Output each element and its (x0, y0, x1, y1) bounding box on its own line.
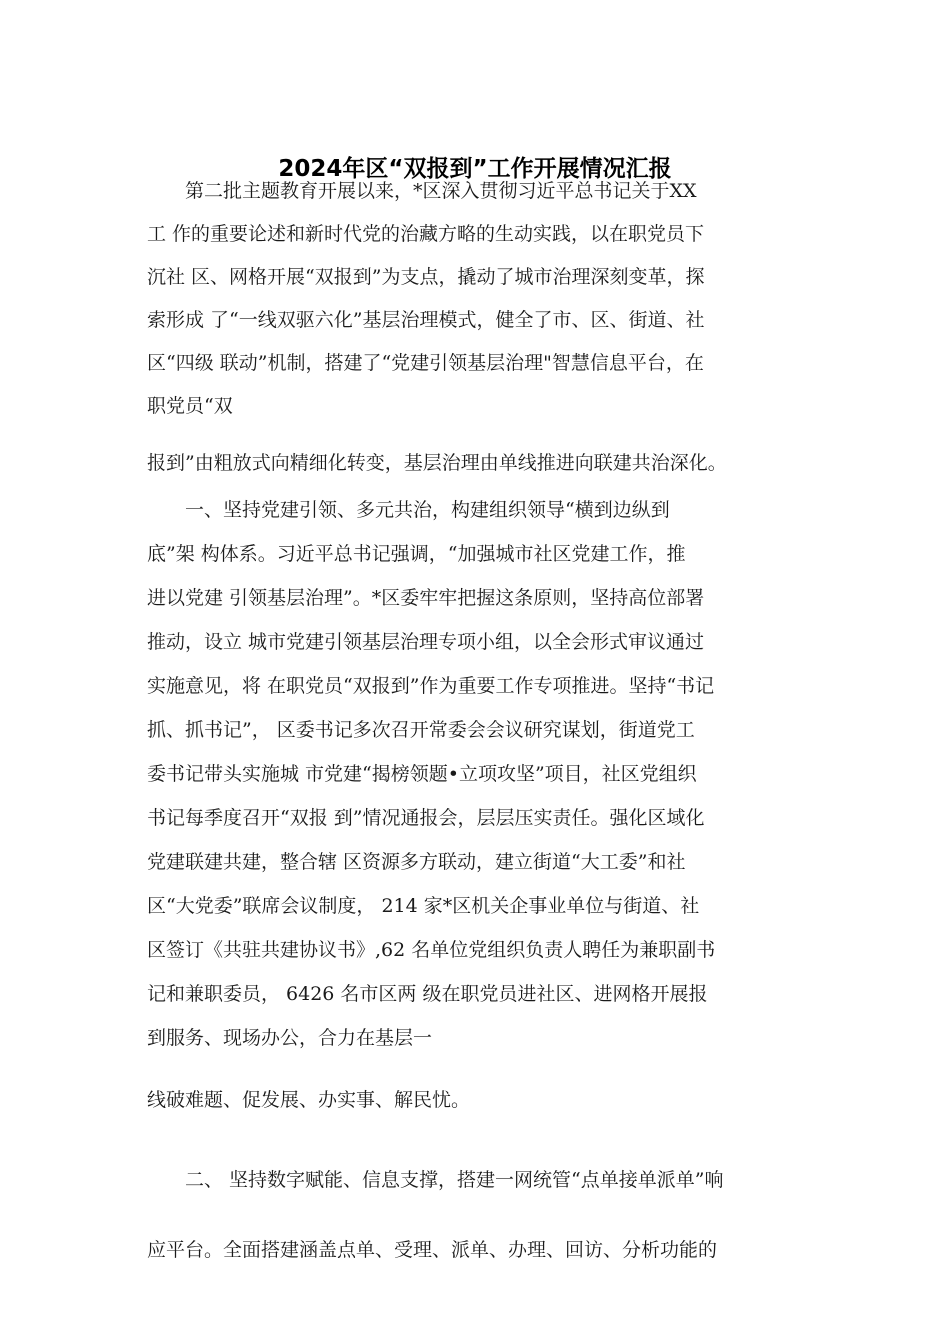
paragraph-line: 报到”由粗放式向精细化转变，基层治理由单线推进向联建共治深化。 (147, 452, 727, 474)
paragraph-line: 推动，设立 城市党建引领基层治理专项小组，以全会形式审议通过 (147, 631, 705, 653)
paragraph-line: 工 作的重要论述和新时代党的治藏方略的生动实践，以在职党员下 (147, 223, 705, 245)
paragraph-line: 进以党建 引领基层治理”。*区委牢牢把握这条原则，坚持高位部署 (147, 587, 705, 609)
paragraph-line: 区签订《共驻共建协议书》,62 名单位党组织负责人聘任为兼职副书 (147, 939, 716, 961)
paragraph-line: 记和兼职委员， 6426 名市区两 级在职党员进社区、进网格开展报 (147, 983, 708, 1005)
paragraph-line: 到服务、现场办公，合力在基层一 (147, 1027, 433, 1049)
paragraph-line: 应平台。全面搭建涵盖点单、受理、派单、办理、回访、分析功能的 (147, 1239, 718, 1261)
paragraph-line: 底”架 构体系。习近平总书记强调，“加强城市社区党建工作，推 (147, 543, 686, 565)
paragraph-line: 党建联建共建，整合辖 区资源多方联动，建立街道“大工委”和社 (147, 851, 686, 873)
paragraph-line: 职党员“双 (147, 395, 233, 417)
paragraph-line: 区“四级 联动”机制，搭建了“党建引领基层治理"智慧信息平台，在 (147, 352, 704, 374)
paragraph-line: 委书记带头实施城 市党建“揭榜领题•立项攻坚”项目，社区党组织 (147, 763, 697, 785)
paragraph-line: 书记每季度召开“双报 到”情况通报会，层层压实责任。强化区域化 (147, 807, 705, 829)
paragraph-line: 区“大党委”联席会议制度， 214 家*区机关企事业单位与街道、社 (147, 895, 700, 917)
paragraph-line: 线破难题、促发展、办实事、解民忧。 (147, 1089, 471, 1111)
paragraph-line: 二、 坚持数字赋能、信息支撑，搭建一网统管“点单接单派单”响 (147, 1169, 724, 1191)
paragraph-line: 一、坚持党建引领、多元共治，构建组织领导“横到边纵到 (147, 499, 670, 521)
paragraph-line: 抓、抓书记”， 区委书记多次召开常委会会议研究谋划，街道党工 (147, 719, 695, 741)
paragraph-line: 第二批主题教育开展以来，*区深入贯彻习近平总书记关于XX (147, 180, 697, 202)
paragraph-line: 索形成 了“一线双驱六化”基层治理模式，健全了市、区、街道、社 (147, 309, 705, 331)
document-title: 2024年区“双报到”工作开展情况汇报 (278, 156, 672, 182)
paragraph-line: 实施意见，将 在职党员“双报到”作为重要工作专项推进。坚持“书记 (147, 675, 715, 697)
paragraph-line: 沉社 区、网格开展“双报到”为支点，撬动了城市治理深刻变革，探 (147, 266, 705, 288)
